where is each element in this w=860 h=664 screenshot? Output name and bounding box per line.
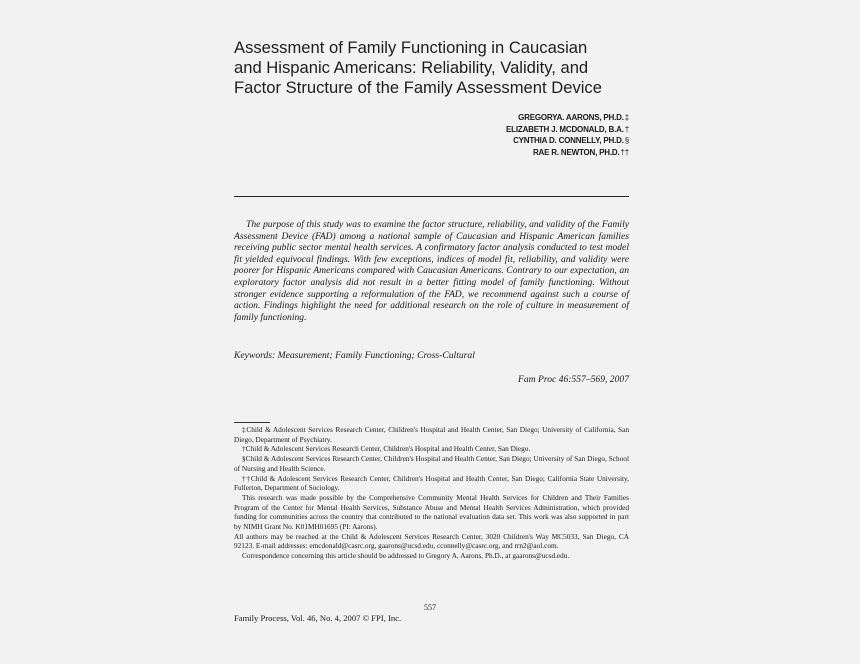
footnotes bbox=[234, 425, 629, 561]
paper-title bbox=[234, 38, 654, 98]
author-list bbox=[506, 112, 629, 158]
author-affiliation-mark: †† bbox=[620, 147, 629, 157]
footnote: ‡Child & Adolescent Services Research Center, Children's Hospital and Health Center, San Diego; University of California, San Diego, Department of Psychiatry. bbox=[234, 425, 629, 444]
title-line: Factor Structure of the Family Assessment Device bbox=[234, 78, 602, 97]
author bbox=[506, 135, 629, 147]
footnote: †Child & Adolescent Services Research Center, Children's Hospital and Health Center, San Diego. bbox=[242, 444, 531, 454]
author bbox=[506, 124, 629, 136]
footnote-divider bbox=[234, 422, 270, 423]
footnote: This research was made possible by the Comprehensive Community Mental Health Services for Children and Their Families Program of the Center for Mental Health Services, Substance Abuse and Mental Health Services Administration, which provided funding for communities across the country that contributed to the national evaluation data set. This work was also supported in part by NIMH Grant No. K01MH01695 (PI: Aarons). bbox=[234, 492, 629, 532]
header-divider bbox=[234, 196, 629, 197]
footnote: Correspondence concerning this article should be addressed to Gregory A. Aarons, Ph.D., at gaarons@ucsd.edu. bbox=[242, 551, 570, 561]
citation: Fam Proc 46:557–569, 2007 bbox=[517, 374, 629, 385]
author-affiliation-mark: ‡ bbox=[624, 113, 629, 122]
author-affiliation-mark: § bbox=[624, 136, 629, 145]
footnote: ††Child & Adolescent Services Research Center, Children's Hospital and Health Center, San Diego; California State University, Fullerton, Department of Sociology. bbox=[234, 473, 629, 493]
page-number: 557 bbox=[424, 603, 436, 612]
title-line: and Hispanic Americans: Reliability, Validity, and bbox=[234, 58, 589, 77]
footnote: All authors may be reached at the Child & Adolescent Services Research Center, 3020 Children's Way MC5033, San Diego, CA 92123. E-mail addresses: emcdonald@casrc.org, gaarons@ucsd.edu, cconnelly@casrc.org, and rrn2@aol.com. bbox=[234, 531, 629, 551]
author-name: CYNTHIA D. CONNELLY, PH.D. bbox=[513, 136, 624, 145]
author bbox=[506, 112, 629, 124]
author-affiliation-mark: † bbox=[624, 124, 629, 134]
author-name: RAE R. NEWTON, PH.D. bbox=[532, 147, 620, 157]
abstract: The purpose of this study was to examine the factor structure, reliability, and validity of the Family Assessment Device (FAD) among a national sample of Caucasian and Hispanic American families receiving public sector mental health services. A confirmatory factor analysis conducted to test model fit yielded equivocal findings. With few exceptions, indices of model fit, reliability, and validity were poorer for Hispanic Americans compared with Caucasian Americans. Contrary to our expectation, an exploratory factor analysis did not result in a better fitting model of family functioning. Without stronger evidence supporting a reformulation of the FAD, we recommend against such a course of action. Findings highlight the need for additional research on the role of culture in measurement of family functioning. bbox=[234, 219, 629, 323]
title-line: Assessment of Family Functioning in Caucasian bbox=[234, 38, 588, 57]
keywords: Keywords: Measurement; Family Functioning; Cross-Cultural bbox=[234, 350, 475, 361]
footnote: §Child & Adolescent Services Research Center, Children's Hospital and Health Center, San Diego; University of San Diego, School of Nursing and Health Science. bbox=[234, 454, 629, 473]
journal-footer: Family Process, Vol. 46, No. 4, 2007 © FPI, Inc. bbox=[234, 613, 402, 623]
author-name: GREGORYA. AARONS, PH.D. bbox=[518, 113, 624, 122]
author bbox=[506, 147, 629, 159]
author-name: ELIZABETH J. MCDONALD, B.A. bbox=[506, 124, 624, 134]
